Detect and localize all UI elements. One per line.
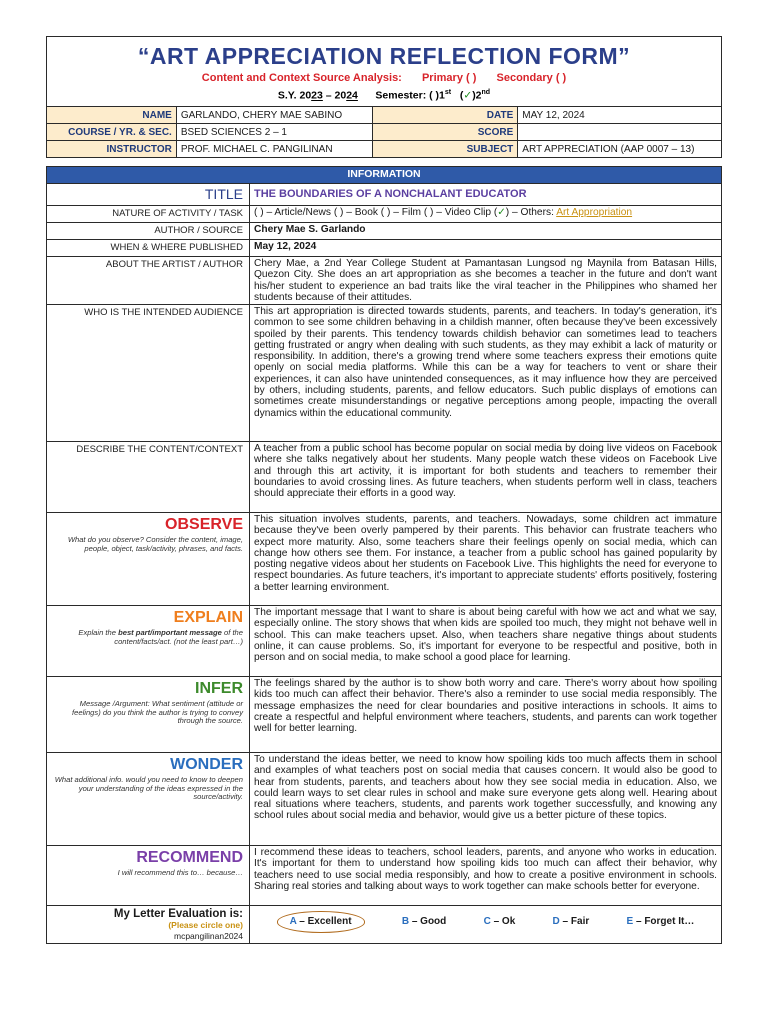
about-field[interactable]: Chery Mae, a 2nd Year College Student at Pamantasan Lungsod ng Maynila from Batasan Hills, Quezon City. She does an art appropriation as she becomes a teacher in the future and don't want his/her student to experience an bad traits like the viral teacher in the Philippines who shamed her students because of their attitudes.: [250, 257, 722, 305]
secondary-option[interactable]: Secondary ( ): [496, 72, 567, 84]
row-explain: [47, 606, 722, 677]
grade-description: – Good: [409, 916, 447, 928]
name-field[interactable]: GARLANDO, CHERY MAE SABINO: [176, 107, 372, 124]
meta-row-name: [47, 107, 722, 124]
primary-option[interactable]: Primary ( ): [421, 72, 477, 84]
evaluation-username: mcpangilinan2024: [174, 931, 243, 941]
form-header: [46, 36, 722, 107]
subject-label: SUBJECT: [372, 141, 518, 158]
instructor-field[interactable]: PROF. MICHAEL C. PANGILINAN: [176, 141, 372, 158]
title-field[interactable]: THE BOUNDARIES OF A NONCHALANT EDUCATOR: [250, 184, 722, 206]
row-wonder: [47, 753, 722, 846]
explain-hint-pre: Explain the: [78, 628, 119, 637]
grade-description: – Fair: [559, 916, 590, 928]
semester-second-close: )2: [472, 89, 482, 102]
sy-dash: – 20: [322, 89, 347, 102]
explain-hint: [51, 629, 243, 646]
grade-option-b[interactable]: [402, 916, 446, 927]
score-field[interactable]: [518, 124, 722, 141]
row-author: [47, 223, 722, 240]
author-label: AUTHOR / SOURCE: [47, 223, 250, 240]
grade-description: – Ok: [490, 916, 516, 928]
infer-field[interactable]: The feelings shared by the author is to show both worry and care. There's worry about how spoiling kids too much can affect their behavior. There's also a reminder to use social media responsibly. The message emphasizes the need for clear boundaries and positive interactions in schools. It aims to create a respectful and helpful environment where teachers, students, and parents can work together well for better learning.: [250, 677, 722, 753]
grade-option-a[interactable]: [277, 911, 365, 932]
grade-description: – Excellent: [296, 916, 352, 928]
title-label: TITLE: [47, 184, 250, 206]
observe-hint: What do you observe? Consider the content, image, people, object, task/activity, phrases, and facts.: [67, 535, 243, 553]
instructor-label: INSTRUCTOR: [47, 141, 177, 158]
about-label: ABOUT THE ARTIST / AUTHOR: [47, 257, 250, 305]
row-recommend: [47, 846, 722, 906]
audience-label: WHO IS THE INTENDED AUDIENCE: [47, 305, 250, 442]
wonder-cell: [47, 753, 250, 846]
date-field[interactable]: MAY 12, 2024: [518, 107, 722, 124]
explain-hint-post: of the content/facts/act. (not the least part…): [114, 628, 243, 646]
infer-cell: [47, 677, 250, 753]
recommend-field[interactable]: I recommend these ideas to teachers, school leaders, parents, and anyone who works in education. It's important for them to understand how spoiling kids too much can affect their behavior, why teachers need to use social media responsibly, and how to create a positive environment in schools. Sharing real stories and talking about ways to work together can make schools better for everyone.: [250, 846, 722, 906]
row-when: [47, 240, 722, 257]
semester-label: Semester: ( )1: [375, 89, 445, 102]
sup-first: st: [444, 89, 452, 96]
explain-heading: EXPLAIN: [173, 609, 243, 626]
recommend-heading: RECOMMEND: [136, 849, 243, 866]
grade-letter: C: [483, 916, 491, 928]
observe-heading: OBSERVE: [165, 516, 243, 533]
sy-start: 23: [311, 89, 323, 102]
grade-option-e[interactable]: [627, 916, 695, 927]
semester-second-open: (: [459, 89, 464, 102]
grade-description: – Forget It…: [633, 916, 695, 928]
evaluation-label: My Letter Evaluation is:: [113, 908, 243, 920]
nature-label: NATURE OF ACTIVITY / TASK: [47, 206, 250, 223]
explain-field[interactable]: The important message that I want to share is about being careful with how we act and what we say, especially online. The story shows that when kids are spoiled too much, they might not behave well in school. This can make teachers upset. Also, when teachers share negative things about students online, it can cause problems. So, it's important for everyone to be respectful and positive, both in person and on social media, to make school a good place for learning.: [250, 606, 722, 677]
wonder-heading: WONDER: [170, 756, 243, 773]
sy-end: 24: [346, 89, 358, 102]
school-year-line: [47, 89, 721, 102]
observe-cell: [47, 513, 250, 606]
course-label: COURSE / YR. & SEC.: [47, 124, 177, 141]
grade-options: [250, 906, 721, 938]
grade-option-c[interactable]: [484, 916, 516, 927]
nature-field[interactable]: [250, 206, 722, 223]
information-band: INFORMATION: [47, 167, 722, 184]
grade-letter: B: [401, 916, 410, 928]
explain-cell: [47, 606, 250, 677]
grade-letter: E: [626, 916, 634, 928]
when-label: WHEN & WHERE PUBLISHED: [47, 240, 250, 257]
sy-prefix: S.Y. 20: [277, 89, 312, 102]
reflection-form: [46, 36, 722, 941]
date-label: DATE: [372, 107, 518, 124]
course-field[interactable]: BSED SCIENCES 2 – 1: [176, 124, 372, 141]
row-nature: [47, 206, 722, 223]
name-label: NAME: [47, 107, 177, 124]
evaluation-instruction: (Please circle one): [168, 920, 243, 930]
grade-letter: A: [289, 916, 297, 928]
wonder-hint: What additional info. would you need to know to deepen your understanding of the ideas expressed in the source/activity.: [54, 775, 243, 802]
row-about: [47, 257, 722, 305]
infer-hint: Message /Argument: What sentiment (attitude or feelings) do you think the author is trying to convey through the source.: [72, 699, 243, 726]
when-field[interactable]: May 12, 2024: [250, 240, 722, 257]
author-field[interactable]: Chery Mae S. Garlando: [250, 223, 722, 240]
recommend-cell: [47, 846, 250, 906]
audience-field[interactable]: This art appropriation is directed towards students, parents, and teachers. In today's generation, it's common to see some children behaving in a childish manner, often because they've been excessively spoiled by their parents. This tendency towards childish behavior can sometimes lead to teachers getting frustrated or angry when dealing with such students, as they may exhibit a lack of maturity or responsibility. In addition, there's a growing trend where some teachers express their emotions quite openly on social media platforms. While this can be a way for teachers to vent or share their experiences, it can also have unintended consequences, as it may influence how they are perceived by others, including students, parents, and fellow educators. Such public displays of emotions can sometimes create misunderstandings or negative perceptions among people, impacting the overall dynamics within the educational community.: [250, 305, 722, 442]
describe-field[interactable]: A teacher from a public school has become popular on social media by doing live videos on Facebook where she talks negatively about her students. Many people watch these videos on Facebook Live and through this art activity, it is important for both students and teachers to remember their boundaries to avoid crossing lines. As future teachers, when students perform well in class, teachers should appreciate their efforts in a good way.: [250, 442, 722, 513]
meta-row-course: [47, 124, 722, 141]
wonder-field[interactable]: To understand the ideas better, we need to know how spoiling kids too much affects them in school and examples of what teachers post on social media that causes concern. It would also be good to hear from students, parents, and teachers about how they see social media in education. Also, we could learn ways to set clear rules in school and make sure everyone gets along well. Hearing about real situations where teachers, students, and parents work together successfully, and knowing any school rules about social media and behavior, would give us a better picture of these topics.: [250, 753, 722, 846]
check-icon: ✓: [463, 89, 473, 102]
infer-heading: INFER: [195, 680, 243, 697]
subject-field[interactable]: ART APPRECIATION (AAP 0007 – 13): [518, 141, 722, 158]
nature-tail: ) – Others:: [505, 207, 557, 218]
evaluation-cell: [47, 906, 250, 944]
analysis-label: Content and Context Source Analysis:: [201, 72, 402, 84]
nature-options: ( ) – Article/News ( ) – Book ( ) – Film ( ) – Video Clip (: [254, 207, 498, 218]
form-title: “ART APPRECIATION REFLECTION FORM”: [137, 43, 631, 69]
row-title: [47, 184, 722, 206]
meta-row-instructor: [47, 141, 722, 158]
grade-letter: D: [552, 916, 560, 928]
explain-hint-bold: best part/important message: [118, 628, 222, 637]
others-value: Art Appropriation: [556, 207, 633, 218]
row-evaluation: [47, 906, 722, 944]
score-label: SCORE: [372, 124, 518, 141]
information-table: [46, 166, 722, 944]
student-meta-table: [46, 106, 722, 158]
row-audience: [47, 305, 722, 442]
check-icon: ✓: [497, 207, 506, 218]
row-describe: [47, 442, 722, 513]
row-observe: [47, 513, 722, 606]
recommend-hint: I will recommend this to… because…: [117, 868, 243, 877]
describe-label: DESCRIBE THE CONTENT/CONTEXT: [47, 442, 250, 513]
grade-options-cell: [250, 906, 722, 944]
grade-option-d[interactable]: [553, 916, 590, 927]
source-analysis-line: [47, 72, 721, 84]
observe-field[interactable]: This situation involves students, parents, and teachers. Nowadays, some children act immature because they've been overly pampered by their parents. This behavior can frustrate teachers who expect more maturity. Also, some teachers share their feelings openly on social media, which can change how others see them. For instance, a teacher from a public school has gained popularity by posting negative videos about her students on Facebook Live. This highlights the need for everyone to respect boundaries. As future teachers, it's important to appreciate students' efforts positively, fostering a better learning environment.: [250, 513, 722, 606]
sup-second: nd: [481, 89, 491, 96]
row-infer: [47, 677, 722, 753]
